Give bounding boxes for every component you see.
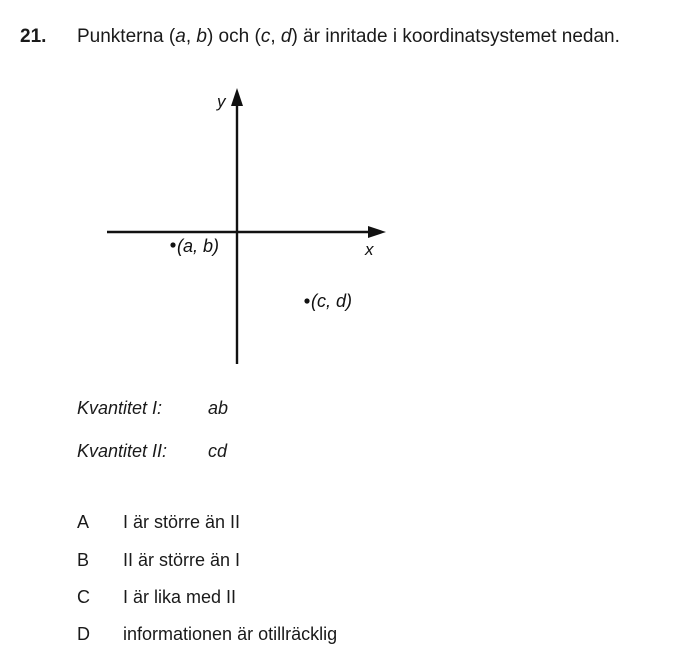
point-cd-label: (c, d) <box>311 291 353 311</box>
question-number: 21. <box>20 26 47 47</box>
quantity-1-value: ab <box>208 398 229 418</box>
option-c-letter: C <box>77 587 90 607</box>
option-a-text: I är större än II <box>123 512 241 532</box>
y-axis-label: y <box>217 92 226 111</box>
option-b-text: II är större än I <box>123 550 241 570</box>
option-c-text: I är lika med II <box>123 587 237 607</box>
point-ab-label: (a, b) <box>177 236 220 256</box>
quantity-2-label: Kvantitet II: <box>77 441 168 461</box>
x-axis-arrowhead <box>368 226 386 238</box>
point-ab-dot <box>170 242 175 247</box>
option-b-letter: B <box>77 550 90 570</box>
y-axis-arrowhead <box>231 88 243 106</box>
question-text: Punkterna (a, b) och (c, d) är inritade i koordinatsystemet nedan. <box>77 26 620 47</box>
option-a-letter: A <box>77 512 90 532</box>
option-d-text: informationen är otillräcklig <box>123 624 338 644</box>
quantity-1-label: Kvantitet I: <box>77 398 163 418</box>
quantity-2-value: cd <box>208 441 228 461</box>
option-d-letter: D <box>77 624 90 644</box>
x-axis-label: x <box>365 240 374 259</box>
point-cd-dot <box>304 298 309 303</box>
